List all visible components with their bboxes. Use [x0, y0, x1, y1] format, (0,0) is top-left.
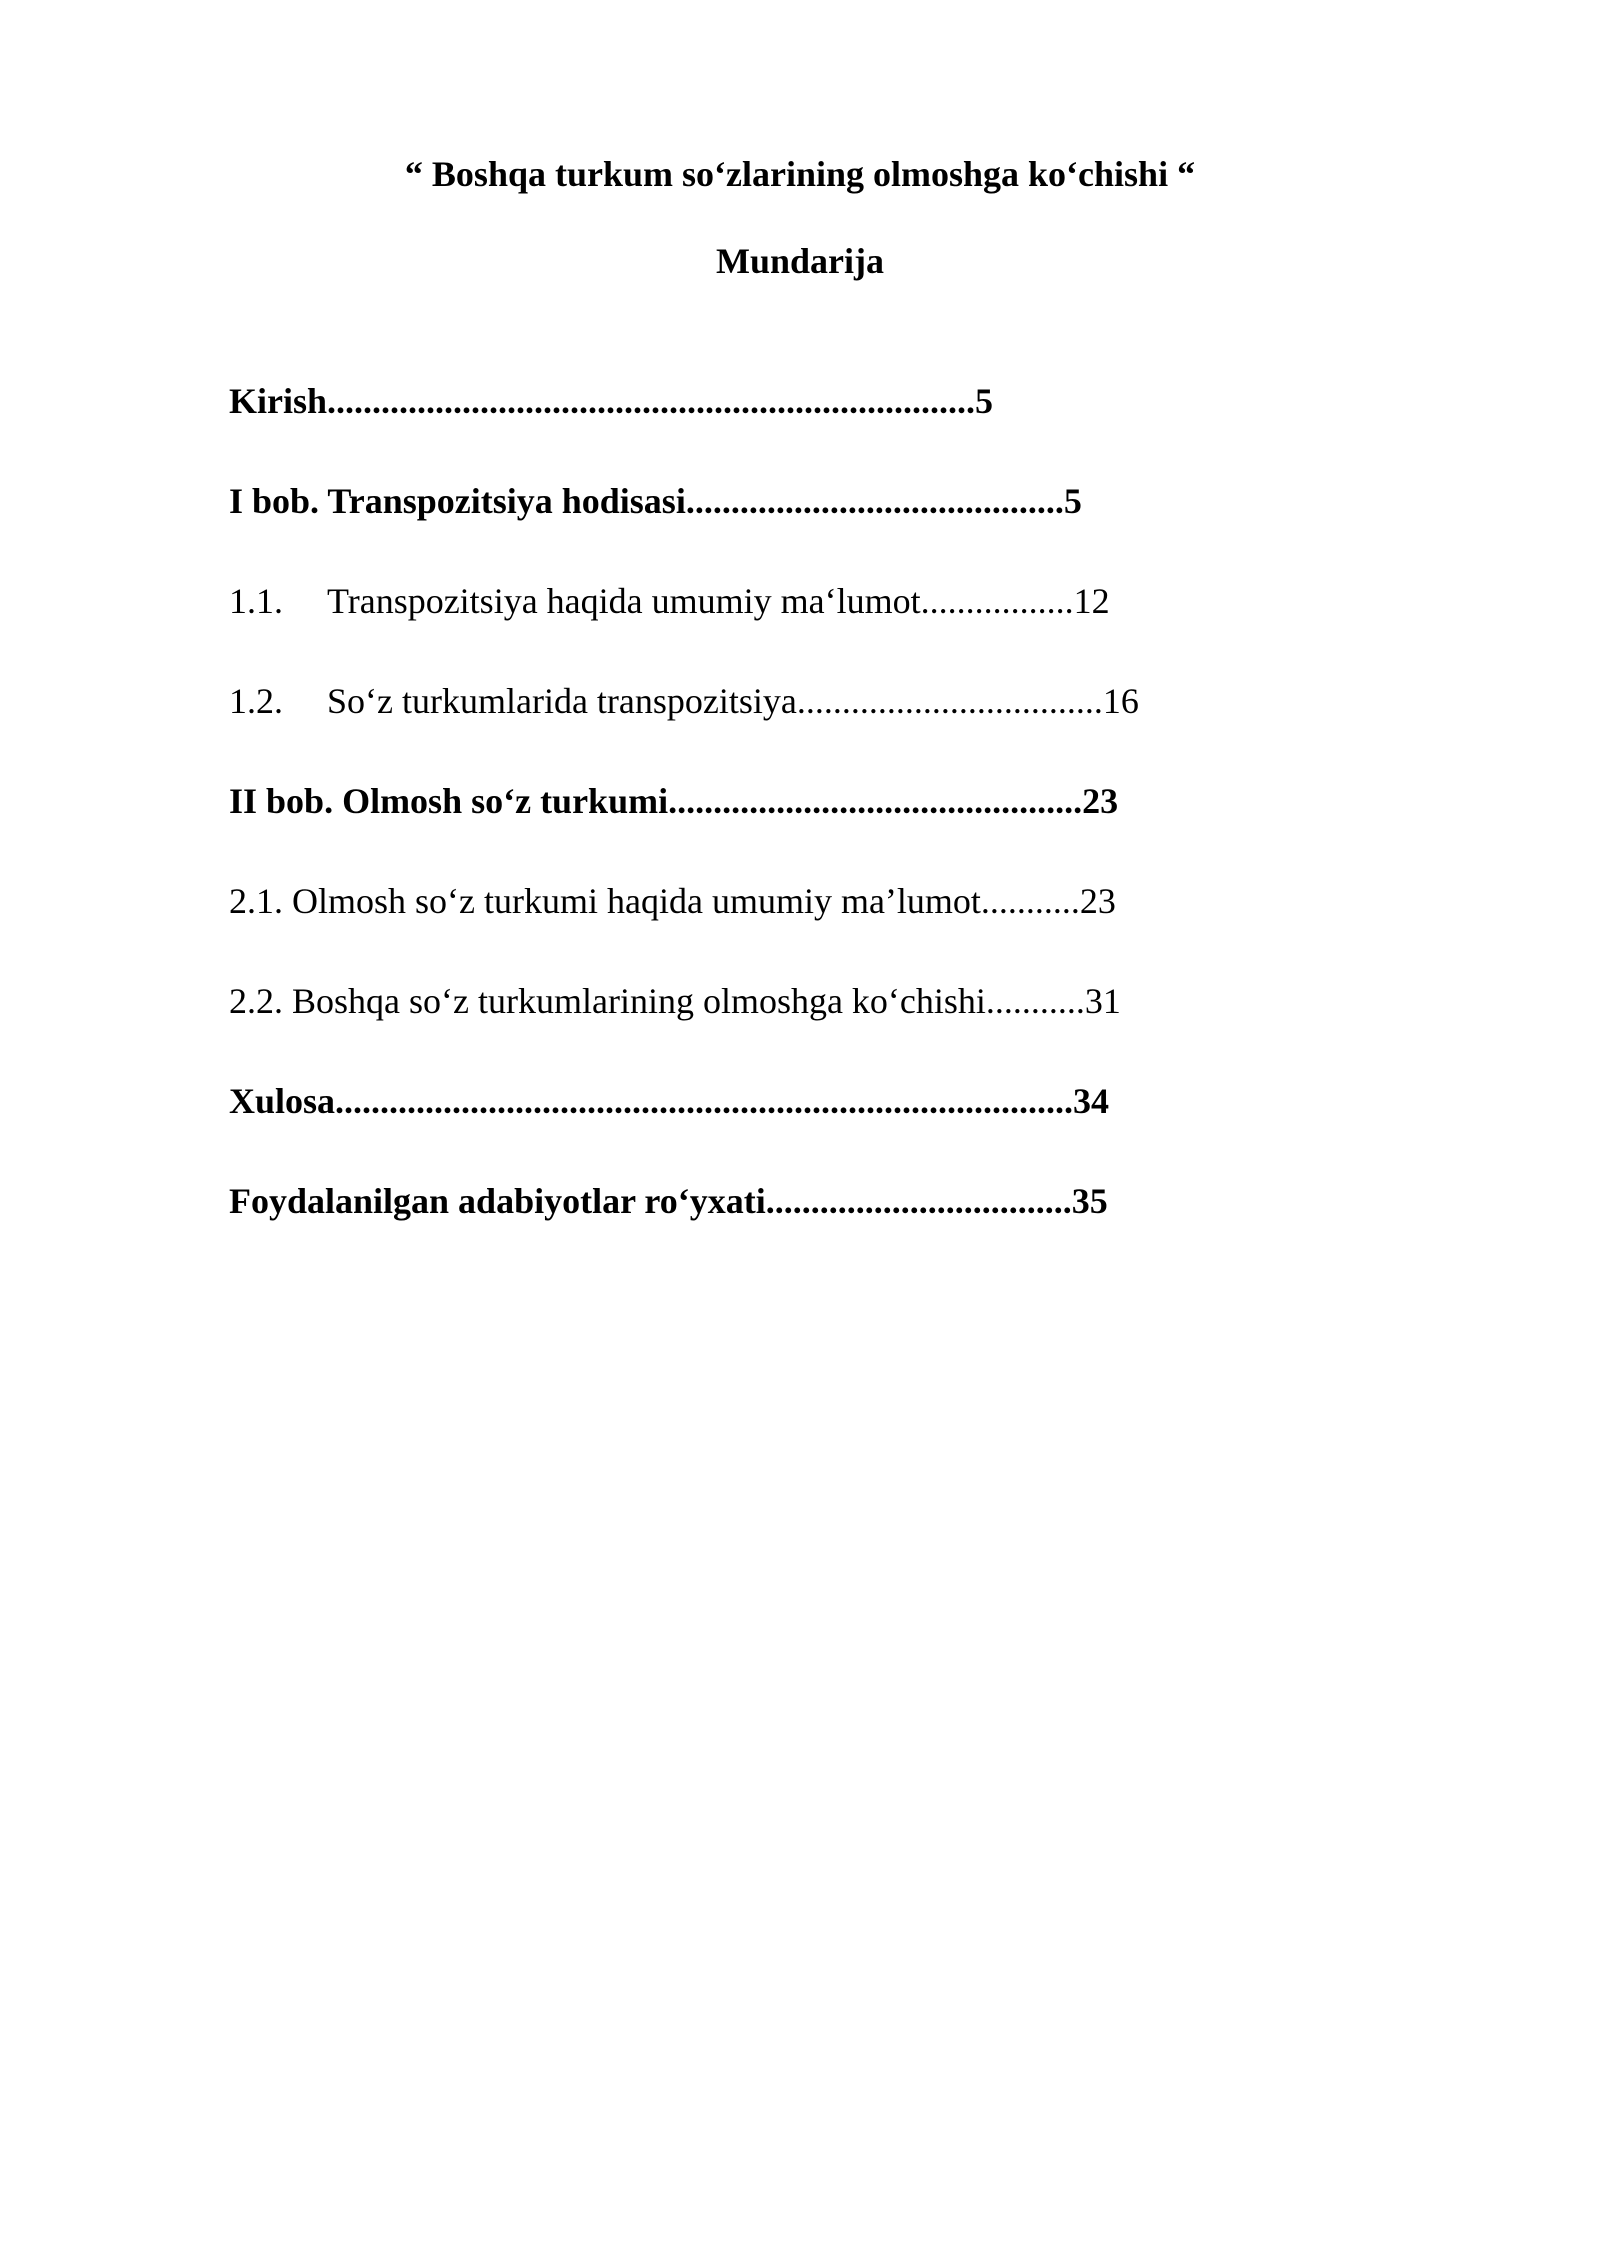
toc-entry-chapter-2 — [229, 777, 1118, 825]
toc-entry-number: 1.1. — [229, 581, 283, 621]
toc-entry-leader: .............................................. — [668, 781, 1083, 821]
toc-entry-text: So‘z turkumlarida transpozitsiya — [327, 681, 797, 721]
toc-entry-text: I bob. Transpozitsiya hodisasi — [229, 481, 686, 521]
toc-entry-leader: .................................. — [765, 1181, 1072, 1221]
toc-entry-text: Transpozitsiya haqida umumiy ma‘lumot — [327, 581, 921, 621]
toc-entry-leader: ........... — [985, 981, 1085, 1021]
toc-entry-leader: ........... — [980, 881, 1080, 921]
toc-entry-chapter-1 — [229, 477, 1082, 525]
toc-entry-page: 35 — [1071, 1181, 1108, 1221]
toc-entry-page: 16 — [1102, 681, 1139, 721]
document-title: “ Boshqa turkum so‘zlarining olmoshga ko‘chishi “ — [404, 154, 1196, 194]
toc-entry-leader: ........................................................................ — [327, 381, 976, 421]
toc-entry-page: 34 — [1073, 1081, 1110, 1121]
toc-entry-leader: .................................. — [796, 681, 1103, 721]
toc-entry-page: 23 — [1082, 781, 1119, 821]
toc-entry-leader: .......................................... — [685, 481, 1064, 521]
toc-entry-page: 12 — [1073, 581, 1110, 621]
toc-entry-section-2-2 — [229, 977, 1121, 1025]
toc-entry-leader: .................................................................................. — [335, 1081, 1074, 1121]
toc-entry-text: Kirish — [229, 381, 328, 421]
toc-entry-text: Olmosh so‘z turkumi haqida umumiy ma’lumot — [292, 881, 981, 921]
toc-entry-text: II bob. Olmosh so‘z turkumi — [229, 781, 669, 821]
toc-entry-text: Xulosa — [229, 1081, 336, 1121]
toc-entry-number: 2.2. — [229, 981, 283, 1021]
toc-entry-section-1-1 — [229, 577, 1110, 625]
toc-entry-section-2-1 — [229, 877, 1116, 925]
toc-entry-text: Foydalanilgan adabiyotlar ro‘yxati — [229, 1181, 766, 1221]
toc-entry-page: 31 — [1084, 981, 1121, 1021]
toc-entry-number: 2.1. — [229, 881, 283, 921]
toc-entry-number: 1.2. — [229, 681, 283, 721]
toc-entry-xulosa — [229, 1077, 1109, 1125]
toc-entry-kirish — [229, 377, 993, 425]
toc-entry-page: 5 — [1063, 481, 1082, 521]
toc-entry-bibliography — [229, 1177, 1108, 1225]
toc-entry-leader: ................. — [920, 581, 1074, 621]
toc-entry-section-1-2 — [229, 677, 1139, 725]
toc-entry-text: Boshqa so‘z turkumlarining olmoshga ko‘chishi — [292, 981, 986, 1021]
toc-heading: Mundarija — [715, 241, 884, 281]
toc-entry-page: 23 — [1079, 881, 1116, 921]
toc-entry-page: 5 — [975, 381, 994, 421]
